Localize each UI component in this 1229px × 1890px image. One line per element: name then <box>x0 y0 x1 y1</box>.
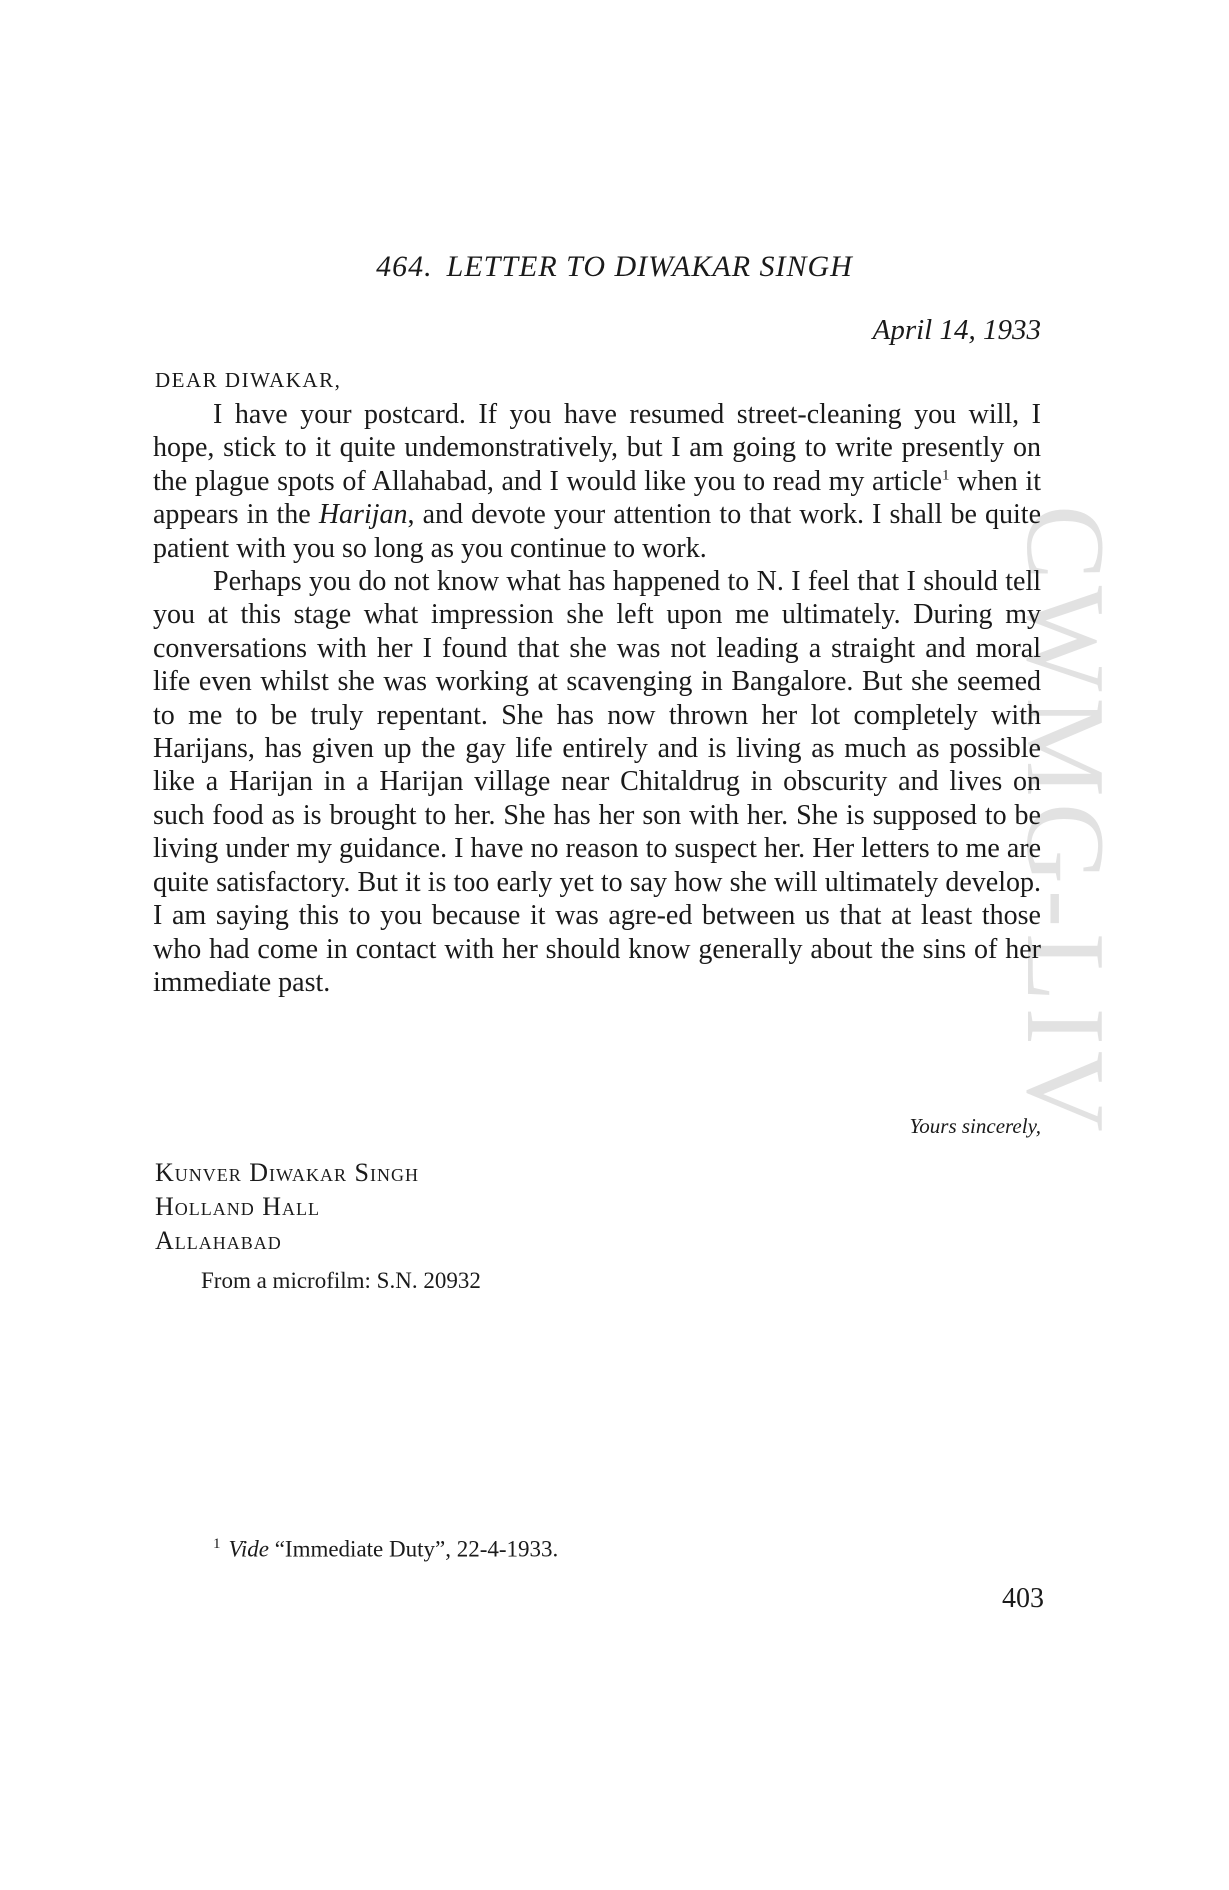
footnote <box>213 1536 558 1563</box>
letter-number: 464. <box>376 250 433 283</box>
address-line: Allahabad <box>155 1226 282 1255</box>
letter-heading: LETTER TO DIWAKAR SINGH <box>446 250 853 283</box>
closing: Yours sincerely, <box>909 1114 1041 1138</box>
footnote-vide: Vide <box>228 1536 269 1562</box>
page-number: 403 <box>1002 1583 1044 1614</box>
recipient-address <box>155 1156 419 1258</box>
source-note: From a microfilm: S.N. 20932 <box>201 1268 481 1293</box>
footnote-mark: 1 <box>213 1536 221 1552</box>
paragraph-2: Perhaps you do not know what has happened to N. I feel that I should tell you at this stage what impression she left upon me ultimately. During my conversations with her I found that she was not leading a straight and moral life even whilst she was working at scavenging in Bangalore. But she seemed to me to be truly repentant. She has now thrown her lot completely with Harijans, has given up the gay life entirely and is living as much as possible like a Harijan in a Harijan village near Chitaldrug in obscurity and lives on such food as is brought to her. She has her son with her. She is supposed to be living under my guidance. I have no reason to suspect her. Her letters to me are quite satisfactory. But it is too early yet to say how she will ultimately develop. I am saying this to you because it was agre-ed between us that at least those who had come in contact with her should know generally about the sins of her immediate past. <box>153 566 1041 998</box>
salutation: DEAR DIWAKAR, <box>155 368 342 392</box>
address-line: Holland Hall <box>155 1192 321 1221</box>
letter-body <box>153 398 1041 999</box>
watermark: CWMG-LIV <box>1003 505 1127 1138</box>
address-line: Kunver Diwakar Singh <box>155 1158 419 1187</box>
letter-title <box>0 250 1229 284</box>
letter-date: April 14, 1933 <box>872 314 1041 346</box>
footnote-text: “Immediate Duty”, 22-4-1933. <box>268 1536 559 1562</box>
publication-name: Harijan <box>318 499 408 531</box>
footnote-reference: 1 <box>942 467 950 484</box>
paragraph-1: I have your postcard. If you have resumed street-cleaning you will, I hope, stick to it quite undemonstratively, but I am going to write presently on the plague spots of Allahabad, and I would like you to read my article$^1$ when it appears in the Harijan, and devote your attention to that work. I shall be quite patient with you so long as you continue to work. <box>153 399 1041 564</box>
